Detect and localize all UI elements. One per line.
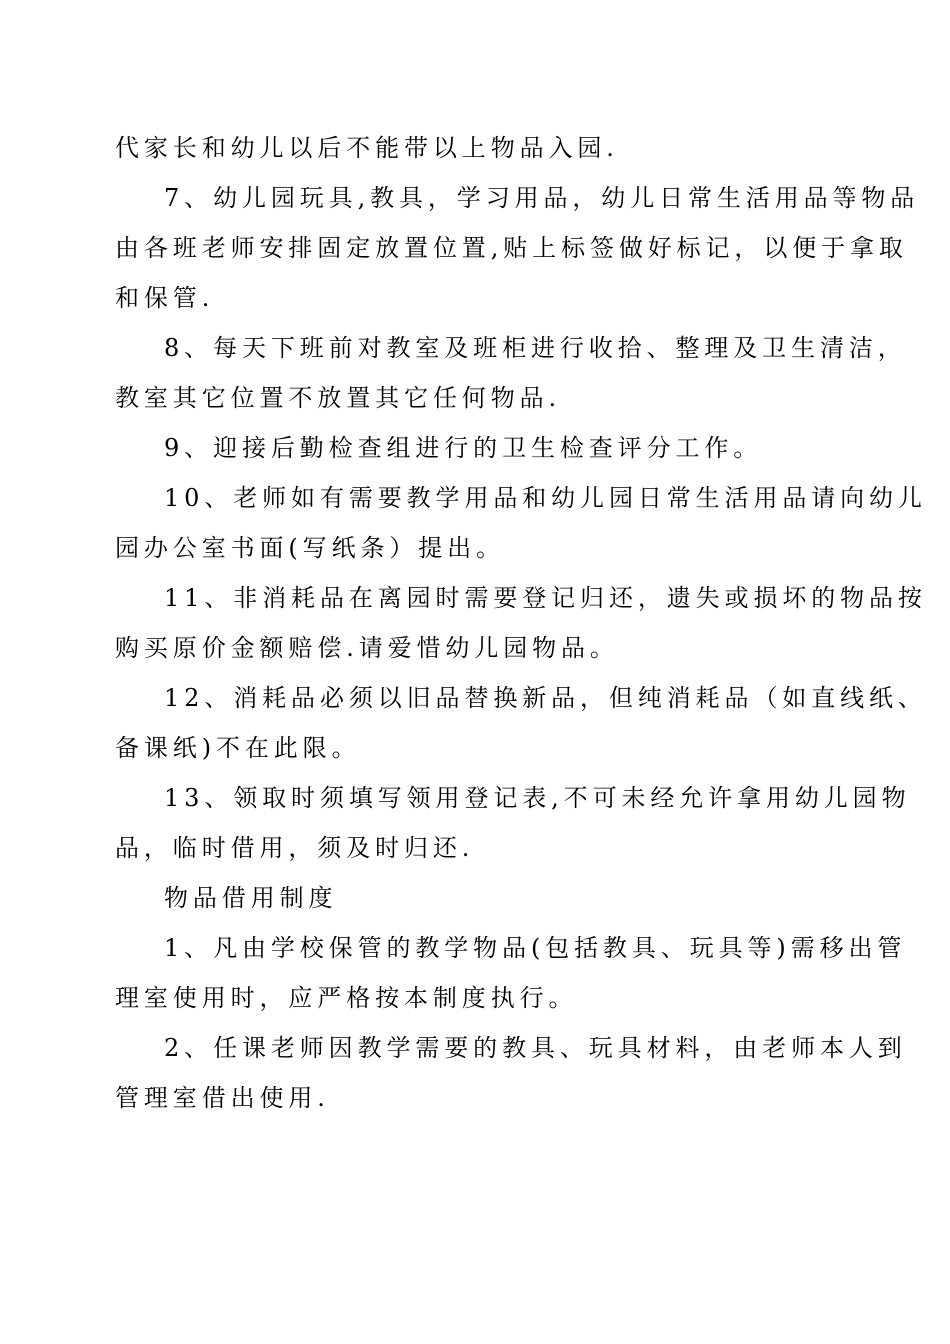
text-line: 品，临时借用，须及时归还.: [115, 834, 475, 862]
text-line: 备课纸)不在此限。: [115, 734, 361, 762]
list-item-11: 11、非消耗品在离园时需要登记归还，遗失或损坏的物品按: [164, 584, 927, 612]
list-item-2: 2、任课老师因教学需要的教具、玩具材料，由老师本人到: [164, 1034, 907, 1062]
text-line: 教室其它位置不放置其它任何物品.: [115, 384, 562, 412]
text-line: 理室使用时，应严格按本制度执行。: [115, 984, 578, 1012]
text-line: 由各班老师安排固定放置位置,贴上标签做好标记，以便于拿取: [115, 234, 908, 262]
text-line: 购买原价金额赔偿.请爱惜幼儿园物品。: [115, 634, 619, 662]
section-heading: 物品借用制度: [164, 884, 338, 912]
list-item-10: 10、老师如有需要教学用品和幼儿园日常生活用品请向幼儿: [164, 484, 927, 512]
list-item-1: 1、凡由学校保管的教学物品(包括教具、玩具等)需移出管: [164, 934, 907, 962]
list-item-8: 8、每天下班前对教室及班柜进行收拾、整理及卫生清洁，: [164, 334, 907, 362]
text-line: 代家长和幼儿以后不能带以上物品入园.: [115, 134, 619, 162]
list-item-9: 9、迎接后勤检查组进行的卫生检查评分工作。: [164, 434, 763, 462]
list-item-12: 12、消耗品必须以旧品替换新品，但纯消耗品（如直线纸、: [164, 684, 927, 712]
list-item-7: 7、幼儿园玩具,教具，学习用品，幼儿日常生活用品等物品: [164, 184, 920, 212]
text-line: 管理室借出使用.: [115, 1084, 330, 1112]
text-line: 园办公室书面(写纸条）提出。: [115, 534, 505, 562]
list-item-13: 13、领取时须填写领用登记表,不可未经允许拿用幼儿园物: [164, 784, 911, 812]
text-line: 和保管.: [115, 284, 215, 312]
